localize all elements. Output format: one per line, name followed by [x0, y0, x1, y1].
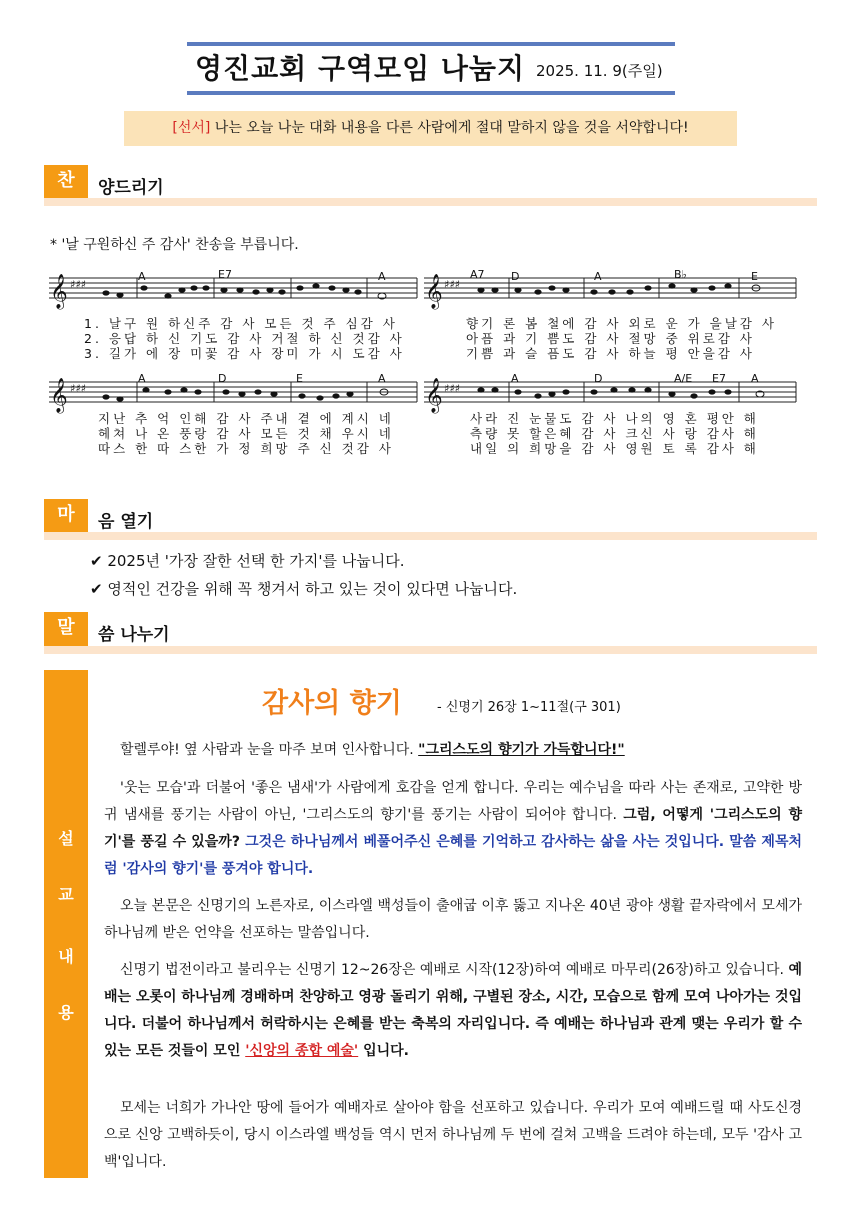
header-rule-bottom — [187, 91, 675, 95]
hymn-lyric-r2a-1: 지난 추 억 인해 감 사 주내 곁 에 계시 네 — [98, 411, 394, 426]
hymn-lyric-r1b-3: 기쁨 과 슬 픔도 감 사 하늘 평 안을감 사 — [466, 346, 755, 361]
hymn-lyric-r1a-3: 3. 길가 에 장 미꽃 감 사 장미 가 시 도감 사 — [84, 346, 405, 361]
section-word-bar — [44, 646, 817, 654]
sermon-paragraph-2 — [104, 775, 802, 883]
hymn-chord-r2a-4: A — [378, 372, 386, 385]
hymn-lyric-r2a-2: 헤쳐 나 온 풍랑 감 사 모든 것 채 우시 네 — [98, 426, 394, 441]
header-rule-top — [187, 42, 675, 46]
svg-text:𝄞: 𝄞 — [425, 274, 443, 309]
sermon-p2-question: 그럼, 어떻게 '그리스도의 향기'를 풍길 수 있을까? — [104, 807, 802, 850]
hymn-lyric-r1a-2: 2. 응답 하 신 기도 감 사 거절 하 신 것감 사 — [84, 331, 405, 346]
section-praise-title: 양드리기 — [98, 178, 164, 198]
svg-text:𝄞: 𝄞 — [50, 274, 68, 309]
sermon-p4-highlight: '신앙의 종합 예술' — [245, 1043, 359, 1059]
section-praise-icon: 찬 — [44, 165, 88, 199]
svg-text:𝄞: 𝄞 — [50, 378, 68, 413]
hymn-chord-r1b-2: D — [511, 270, 520, 283]
hymn-lyric-r2b-1: 사라 진 눈물도 감 사 나의 영 혼 평안 해 — [470, 411, 759, 426]
section-heart-title: 음 열기 — [98, 512, 154, 532]
sermon-p4-end: 입니다. — [358, 1043, 409, 1059]
section-praise-bar — [44, 198, 817, 206]
sermon-paragraph-3 — [104, 893, 802, 947]
sermon-p4-text: 신명기 법전이라고 불리우는 신명기 12~26장은 예배로 시작(12장)하여 예배로 마무리(26장)하고 있습니다. — [120, 962, 789, 978]
sermon-paragraph-1 — [104, 737, 802, 764]
svg-text:♯♯♯: ♯♯♯ — [70, 278, 86, 291]
hymn-chord-r1a-2: E7 — [218, 268, 232, 281]
hymn-chord-r2a-3: E — [296, 372, 303, 385]
hymn-chord-r2b-3: A/E — [674, 372, 693, 385]
sermon-paragraph-5 — [104, 1095, 802, 1176]
hymn-chord-r1b-5: E — [751, 270, 758, 283]
svg-text:♯♯♯: ♯♯♯ — [70, 382, 86, 395]
hymn-chord-r2b-1: A — [511, 372, 519, 385]
svg-text:♯♯♯: ♯♯♯ — [444, 278, 460, 291]
page-date: 2025. 11. 9(주일) — [536, 62, 663, 80]
svg-text:𝄞: 𝄞 — [425, 378, 443, 413]
hymn-chord-r1a-3: A — [378, 270, 386, 283]
page-title: 영진교회 구역모임 나눔지 — [195, 52, 526, 85]
section-word-icon: 말 — [44, 612, 88, 646]
svg-text:♯♯♯: ♯♯♯ — [444, 382, 460, 395]
pledge-text: 나는 오늘 나눈 대화 내용을 다른 사람에게 절대 말하지 않을 것을 서약합니다! — [210, 120, 689, 136]
sermon-p4-bold: 예배는 오롯이 하나님께 경배하며 찬양하고 영광 돌리기 위해, 구별된 장소, 시간, 모습으로 함께 모여 나아가는 것입니다. 더불어 하나님께서 허락하시는 은혜를 받는 축복의 자리입니다. 즉 예배는 하나님과 관계 맺는 우리가 할 수 있는 모든 것들이 모인 — [104, 962, 802, 1059]
hymn-lyric-r2b-2: 측량 못 할은혜 감 사 크신 사 랑 감사 해 — [470, 426, 759, 441]
sermon-p1-text: 할렐루야! 옆 사람과 눈을 마주 보며 인사합니다. — [120, 742, 419, 758]
hymn-chord-r1a-1: A — [138, 270, 146, 283]
sermon-side-label-3: 내 — [58, 947, 74, 966]
sermon-reference: - 신명기 26장 1~11절(구 301) — [437, 700, 621, 715]
section-heart-bar — [44, 532, 817, 540]
pledge-box — [124, 111, 737, 146]
hymn-chord-r1b-3: A — [594, 270, 602, 283]
hymn-note: * '날 구원하신 주 감사' 찬송을 부릅니다. — [50, 237, 299, 253]
hymn-chord-r2a-2: D — [218, 372, 227, 385]
sermon-p3-text: 오늘 본문은 신명기의 노른자로, 이스라엘 백성들이 출애굽 이후 뚫고 지나온 40년 광야 생활 끝자락에서 모세가 하나님께 받은 언약을 선포하는 말씀입니다. — [104, 898, 802, 941]
sermon-paragraph-4 — [104, 957, 802, 1065]
heart-item-2: ✔ 영적인 건강을 위해 꼭 챙겨서 하고 있는 것이 있다면 나눕니다. — [90, 580, 518, 598]
sermon-p2-text: '웃는 모습'과 더불어 '좋은 냄새'가 사람에게 호감을 얻게 합니다. 우리는 예수님을 따라 사는 존재로, 고약한 방귀 냄새를 풍기는 사람이 아닌, '그리스도의 향기'를 풍기는 사람이 되어야 합니다. — [104, 780, 802, 823]
hymn-lyric-r1a-1: 1. 날구 원 하신주 감 사 모든 것 주 심감 사 — [84, 316, 398, 331]
hymn-chord-r2b-2: D — [594, 372, 603, 385]
sermon-side-label-1: 설 — [58, 829, 74, 848]
sermon-side-label-4: 용 — [58, 1003, 74, 1022]
hymn-lyric-r2b-3: 내일 의 희망을 감 사 영원 토 록 감사 해 — [470, 441, 759, 456]
hymn-lyric-r2a-3: 따스 한 따 스한 가 정 희망 주 신 것감 사 — [98, 441, 394, 456]
sermon-side-label-2: 교 — [58, 885, 74, 904]
sermon-title: 감사의 향기 — [262, 688, 402, 719]
sermon-p5-text: 모세는 너희가 가나안 땅에 들어가 예배자로 살아야 함을 선포하고 있습니다. 우리가 모여 예배드릴 때 사도신경으로 신앙 고백하듯이, 당시 이스라엘 백성들 역시 먼저 하나님께 두 번에 걸쳐 고백을 드려야 하는데, 모두 '감사 고백'입니다. — [104, 1100, 802, 1170]
hymn-lyric-r1b-1: 향기 론 봄 철에 감 사 외로 운 가 을날감 사 — [466, 316, 777, 331]
hymn-chord-r2b-5: A — [751, 372, 759, 385]
section-heart-icon: 마 — [44, 499, 88, 533]
pledge-tag: [선서] — [172, 120, 211, 136]
sermon-p2-answer: 그것은 하나님께서 베풀어주신 은혜를 기억하고 감사하는 삶을 사는 것입니다. 말씀 제목처럼 '감사의 향기'를 풍겨야 합니다. — [104, 834, 802, 877]
hymn-staff-row1 — [44, 266, 804, 316]
hymn-chord-r1b-4: B♭ — [674, 268, 687, 281]
sermon-side-bar — [44, 670, 88, 1178]
hymn-chord-r2b-4: E7 — [712, 372, 726, 385]
section-word-title: 씀 나누기 — [98, 625, 170, 645]
heart-item-1: ✔ 2025년 '가장 잘한 선택 한 가지'를 나눕니다. — [90, 552, 405, 570]
hymn-chord-r1b-1: A7 — [470, 268, 485, 281]
hymn-chord-r2a-1: A — [138, 372, 146, 385]
sermon-p1-emphasis: "그리스도의 향기가 가득합니다!" — [418, 742, 625, 758]
hymn-lyric-r1b-2: 아픔 과 기 쁨도 감 사 절망 중 위로감 사 — [466, 331, 755, 346]
